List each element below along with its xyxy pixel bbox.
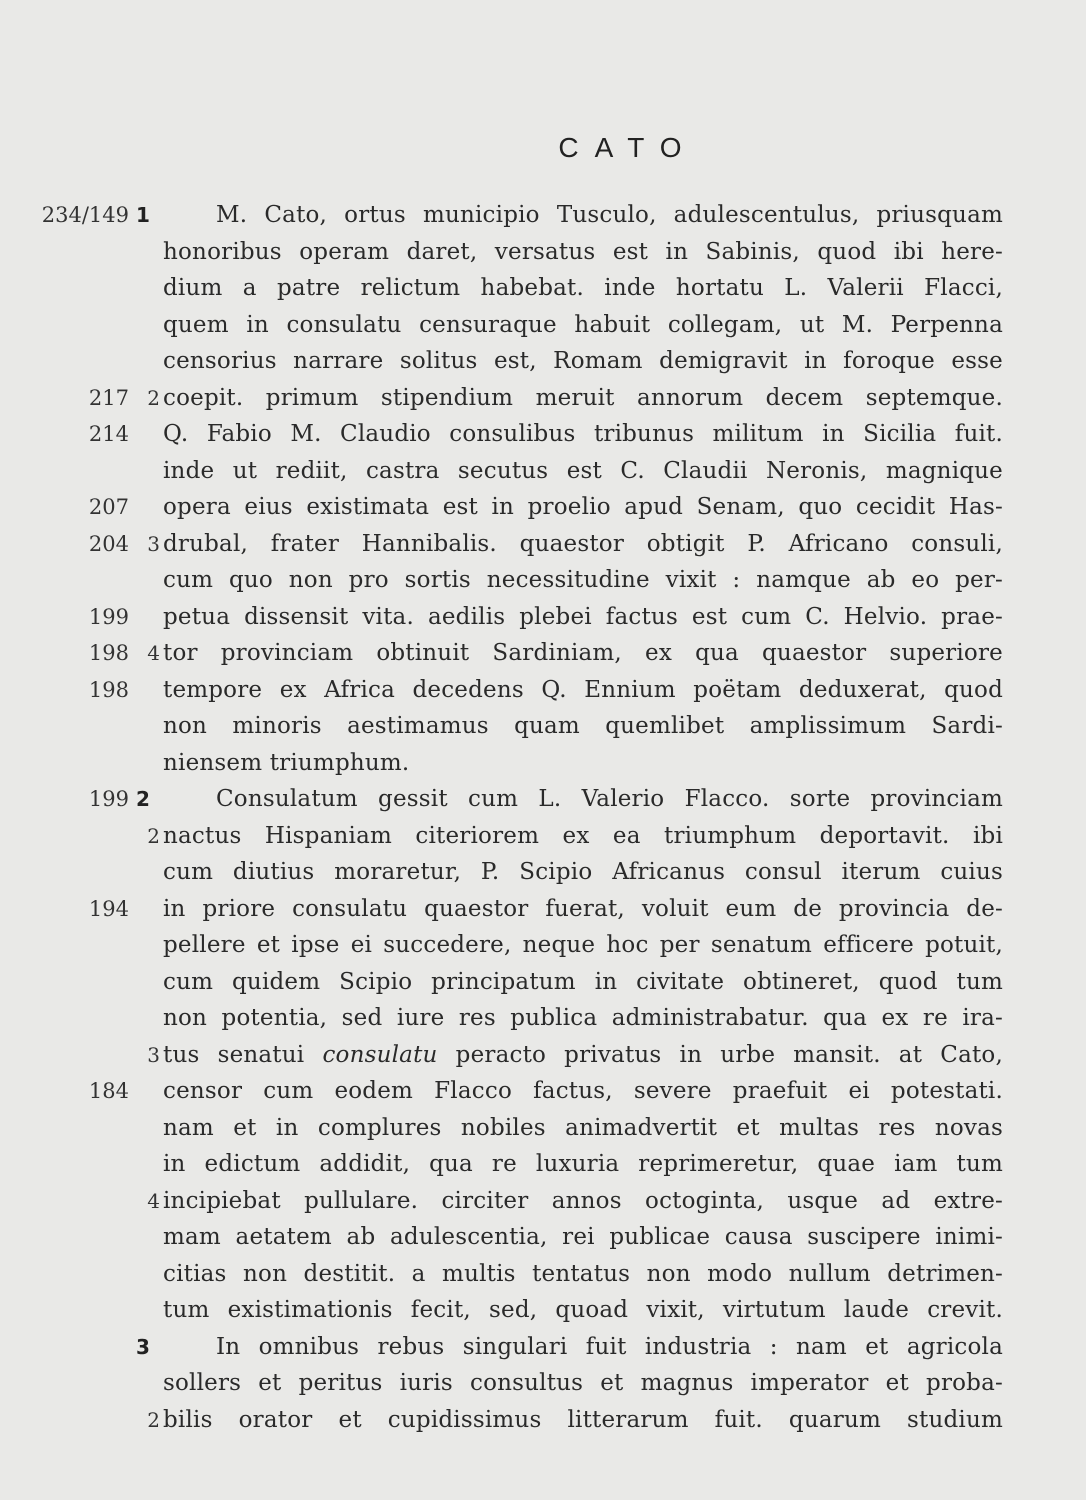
text-line (0, 708, 1086, 745)
margin-year: 199 (88, 787, 129, 811)
text-line (0, 927, 1086, 964)
margin-year: 199 (88, 604, 129, 629)
line-text: censor cum eodem Flacco factus, severe praefuit ei potestati. (163, 1078, 1003, 1104)
text-line (0, 526, 1086, 563)
line-text: honoribus operam daret, versatus est in Sabinis, quod ibi here- (163, 238, 1003, 265)
text-line (0, 781, 1086, 818)
line-text: pellere et ipse ei succedere, neque hoc per senatum efficere potuit, (163, 932, 1003, 958)
text-line (0, 1402, 1086, 1439)
line-text: citias non destitit. a multis tentatus non modo nullum detrimen- (163, 1260, 1003, 1287)
margin-year: 198 (88, 641, 129, 665)
line-text: quem in consulatu censuraque habuit collegam, ut M. Perpenna (163, 311, 1003, 338)
line-text: nam et in complures nobiles animadvertit et multas res novas (163, 1114, 1003, 1141)
text-line (0, 1365, 1086, 1402)
line-text: cum quo non pro sortis necessitudine vixit : namque ab eo per- (163, 567, 1003, 593)
text-line (0, 562, 1086, 599)
section-number: 4 (147, 1188, 160, 1213)
line-text: dium a patre relictum habebat. inde hortatu L. Valerii Flacci, (163, 275, 1003, 301)
line-text: Q. Fabio M. Claudio consulibus tribunus militum in Sicilia fuit. (163, 421, 1003, 447)
line-text-part: peracto privatus in urbe mansit. at Cato, (437, 1041, 1003, 1068)
line-text: inde ut rediit, castra secutus est C. Claudii Neronis, magnique (163, 457, 1003, 484)
line-text: in edictum addidit, qua re luxuria reprimeretur, quae iam tum (163, 1151, 1003, 1177)
text-line (0, 1110, 1086, 1147)
text-line (0, 1037, 1086, 1074)
margin-year: 217 (88, 385, 129, 410)
line-text: niensem triumphum. (163, 749, 410, 776)
margin-year: 198 (88, 677, 129, 702)
text-line (0, 380, 1086, 417)
text-line (0, 1183, 1086, 1220)
text-line (0, 635, 1086, 672)
text-line (0, 964, 1086, 1001)
text-line (0, 270, 1086, 307)
margin-year: 204 (88, 531, 129, 556)
line-text: cum quidem Scipio principatum in civitate obtineret, quod tum (163, 968, 1003, 995)
text-line (0, 1256, 1086, 1293)
line-text: bilis orator et cupidissimus litterarum fuit. quarum studium (163, 1406, 1003, 1433)
line-text: petua dissensit vita. aedilis plebei factus est cum C. Helvio. prae- (163, 603, 1003, 630)
section-number: 4 (147, 641, 160, 665)
text-block (0, 197, 1086, 1438)
chapter-number: 2 (136, 787, 150, 811)
line-text: in priore consulatu quaestor fuerat, voluit eum de provincia de- (163, 895, 1003, 922)
line-text: non minoris aestimamus quam quemlibet amplissimum Sardi- (163, 713, 1003, 739)
margin-year: 214 (88, 422, 129, 446)
text-line (0, 416, 1086, 453)
section-number: 3 (147, 1042, 160, 1067)
text-line (0, 1073, 1086, 1110)
chapter-number: 3 (136, 1334, 150, 1359)
section-number: 2 (147, 823, 160, 848)
section-number: 3 (147, 531, 160, 556)
line-text: cum diutius moraretur, P. Scipio Africanus consul iterum cuius (163, 859, 1003, 885)
text-line (0, 197, 1086, 234)
text-line (0, 453, 1086, 490)
text-line (0, 307, 1086, 344)
line-text: incipiebat pullulare. circiter annos octoginta, usque ad extre- (163, 1187, 1003, 1214)
margin-year: 207 (88, 495, 129, 519)
line-text: M. Cato, ortus municipio Tusculo, adulescentulus, priusquam (216, 202, 1003, 228)
text-line (0, 1000, 1086, 1037)
line-text (163, 1037, 1003, 1074)
line-text: tempore ex Africa decedens Q. Ennium poëtam deduxerat, quod (163, 676, 1003, 703)
page-title: CATO (558, 132, 698, 163)
section-number: 2 (147, 385, 160, 410)
text-line (0, 891, 1086, 928)
line-text-part: tus senatui (163, 1041, 323, 1068)
line-text: nactus Hispaniam citeriorem ex ea triumphum deportavit. ibi (163, 822, 1003, 849)
line-text: In omnibus rebus singulari fuit industria : nam et agricola (216, 1333, 1003, 1360)
line-text: sollers et peritus iuris consultus et magnus imperator et proba- (163, 1370, 1003, 1396)
text-line (0, 1146, 1086, 1183)
chapter-number: 1 (136, 203, 150, 227)
line-text: opera eius existimata est in proelio apud Senam, quo cecidit Has- (163, 494, 1003, 520)
margin-year: 234/149 (41, 203, 129, 227)
line-text: tum existimationis fecit, sed, quoad vixit, virtutum laude crevit. (163, 1297, 1003, 1323)
text-line (0, 818, 1086, 855)
line-text: censorius narrare solitus est, Romam demigravit in foroque esse (163, 348, 1003, 374)
text-line (0, 672, 1086, 709)
text-line (0, 1292, 1086, 1329)
text-line (0, 343, 1086, 380)
margin-year: 194 (88, 896, 129, 921)
text-line (0, 1329, 1086, 1366)
line-text: Consulatum gessit cum L. Valerio Flacco. sorte provinciam (216, 786, 1003, 812)
line-text: mam aetatem ab adulescentia, rei publicae causa suscipere inimi- (163, 1224, 1003, 1250)
line-text: non potentia, sed iure res publica administrabatur. qua ex re ira- (163, 1005, 1003, 1031)
line-text: tor provinciam obtinuit Sardiniam, ex qua quaestor superiore (163, 640, 1003, 666)
section-number: 2 (147, 1407, 160, 1432)
text-line (0, 489, 1086, 526)
line-text-italic: consulatu (322, 1041, 438, 1068)
text-line (0, 599, 1086, 636)
text-line (0, 745, 1086, 782)
margin-year: 184 (88, 1079, 129, 1103)
text-line (0, 234, 1086, 271)
text-line (0, 1219, 1086, 1256)
text-line (0, 854, 1086, 891)
line-text: drubal, frater Hannibalis. quaestor obtigit P. Africano consuli, (163, 530, 1003, 557)
line-text: coepit. primum stipendium meruit annorum decem septemque. (163, 384, 1003, 411)
